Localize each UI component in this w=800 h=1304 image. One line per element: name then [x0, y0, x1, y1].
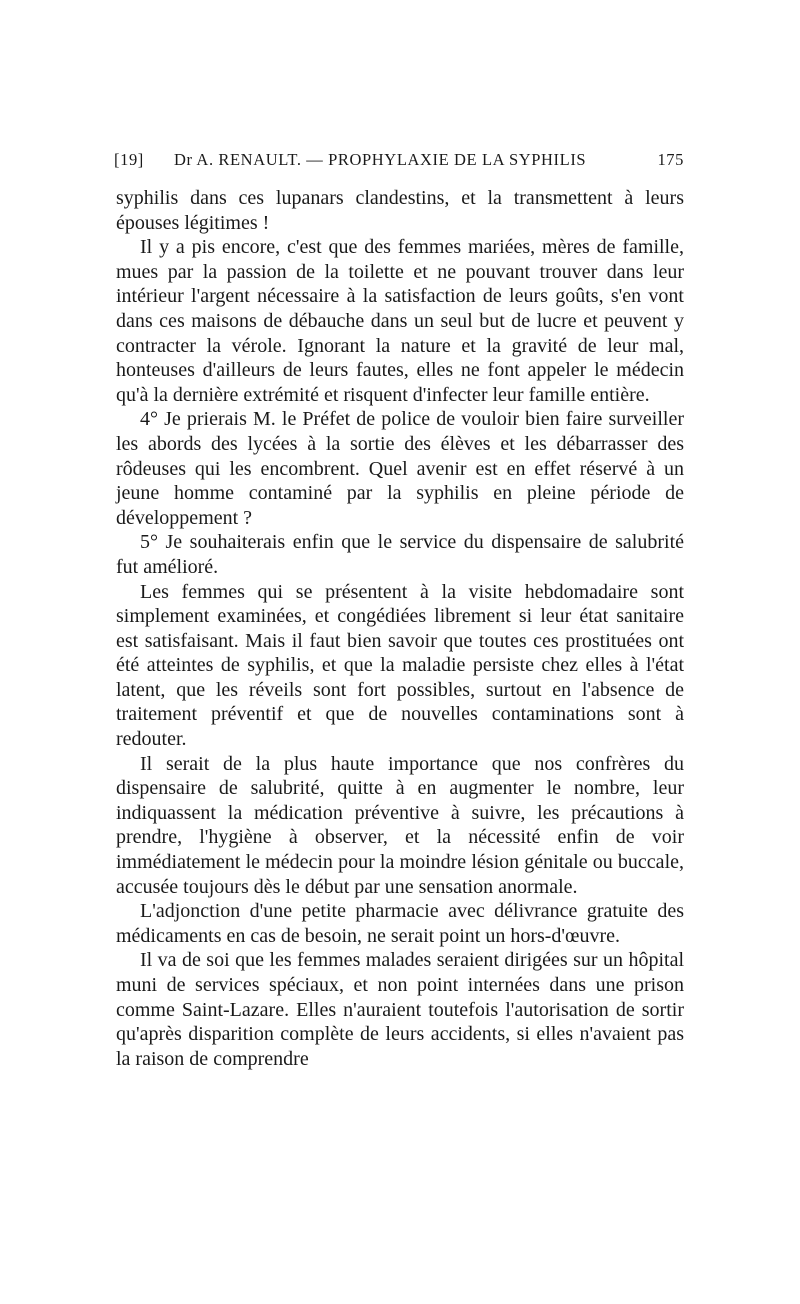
- folio-number: [19]: [114, 150, 144, 169]
- paragraph-continuation: syphilis dans ces lupanars clandestins, et la transmettent à leurs épouses légitimes !: [116, 187, 684, 234]
- paragraph: Les femmes qui se présentent à la visite hebdomadaire sont simplement examinées, et congédiées librement si leur état sanitaire est satisfaisant. Mais il faut bien savoir que toutes ces prostituées ont été atteintes de syphilis, et que la maladie persiste chez elles à l'état latent, que les réveils sont fort possibles, surtout en l'absence de traitement préventif et que de nouvelles contaminations sont à redouter.: [116, 580, 684, 751]
- paragraph: Il serait de la plus haute importance que nos confrères du dispensaire de salubrité, quitte à en augmenter le nombre, leur indiquassent la médication préventive à suivre, les précautions à prendre, l'hygiène à observer, et la nécessité enfin de voir immédiatement le médecin pour la moindre lésion génitale ou buccale, accusée toujours dès le début par une sensation anormale.: [116, 752, 684, 898]
- page-number: 175: [657, 150, 684, 169]
- running-title: Dr A. RENAULT. — PROPHYLAXIE DE LA SYPHILIS: [174, 150, 587, 169]
- paragraph: Il va de soi que les femmes malades seraient dirigées sur un hôpital muni de services spéciaux, et non point internées dans une prison comme Saint-Lazare. Elles n'auraient toutefois l'autorisation de sortir qu'après disparition complète de leurs accidents, si elles n'avaient pas la raison de comprendre: [116, 949, 684, 1070]
- paragraph: L'adjonction d'une petite pharmacie avec délivrance gratuite des médicaments en cas de besoin, ne serait point un hors-d'œuvre.: [116, 900, 684, 947]
- paragraph: 5° Je souhaiterais enfin que le service du dispensaire de salubrité fut amélioré.: [116, 531, 684, 578]
- body-text: [116, 186, 684, 1071]
- running-header: [114, 148, 684, 172]
- paragraph: Il y a pis encore, c'est que des femmes mariées, mères de famille, mues par la passion de la toilette et ne pouvant trouver dans leur intérieur l'argent nécessaire à la satisfaction de leurs goûts, s'en vont dans ces maisons de débauche dans un seul but de lucre et peuvent y contracter la vérole. Ignorant la nature et la gravité de leur mal, honteuses d'ailleurs de leurs fautes, elles ne font appeler le médecin qu'à la dernière extrémité et risquent d'infecter leur famille entière.: [116, 236, 684, 406]
- paragraph: 4° Je prierais M. le Préfet de police de vouloir bien faire surveiller les abords des lycées à la sortie des élèves et les débarrasser des rôdeuses qui les encombrent. Quel avenir est en effet réservé à un jeune homme contaminé par la syphilis en pleine période de développement ?: [116, 408, 684, 529]
